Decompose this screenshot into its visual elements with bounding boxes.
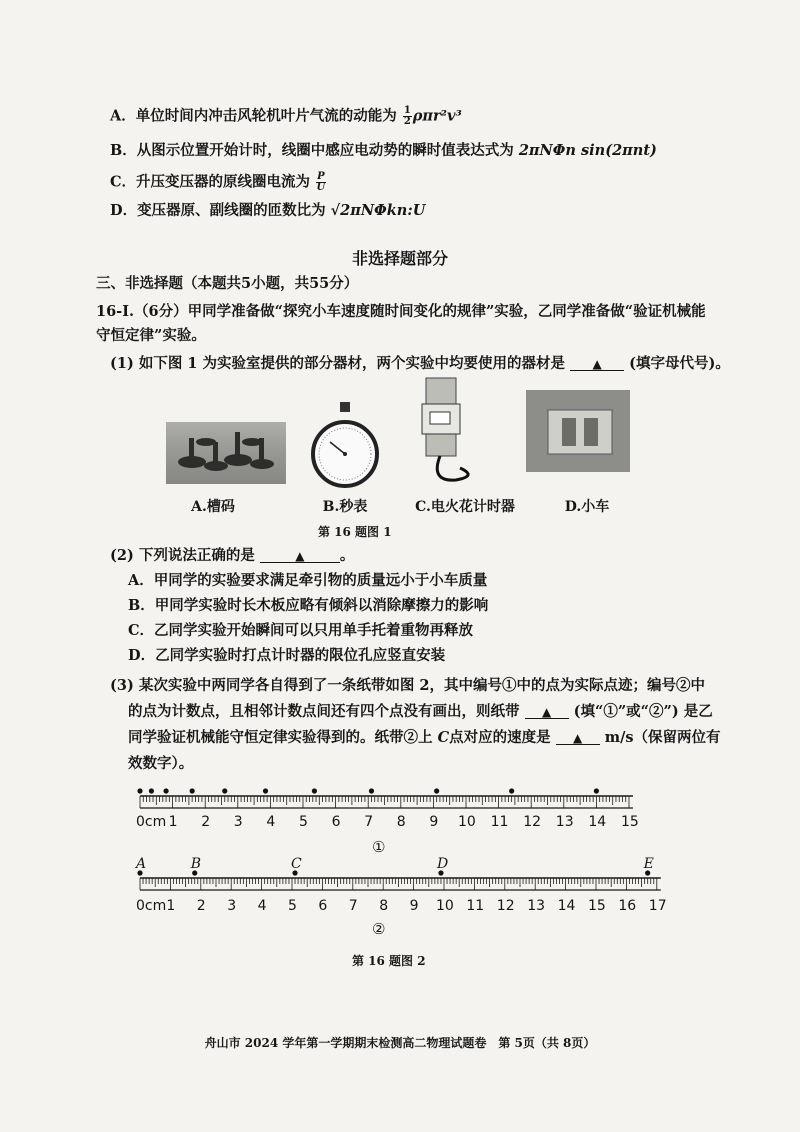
q16-part3-l3-text: 同学验证机械能守恒定律实验得到的。纸带②上: [128, 729, 433, 746]
tape-1-dot: [509, 788, 514, 793]
q16-p2-option-c: C．乙同学实验开始瞬间可以只用单手托着重物再释放: [128, 622, 474, 639]
tape-2-point-label: A: [136, 856, 147, 872]
tape-1-tick-label: 7: [364, 814, 374, 830]
tape-1-ruler: [140, 796, 633, 808]
option-b-expr: 2πNΦn sin(2πnt): [518, 142, 657, 159]
tape-2-tick-label: 2: [196, 898, 206, 914]
tape-1-dot: [312, 788, 317, 793]
tape-1-dot: [163, 788, 168, 793]
frac-den: 2: [403, 116, 411, 127]
option-b: [110, 141, 657, 161]
frac-num: 1: [403, 105, 411, 116]
tape-2-tick-label: 17: [648, 898, 667, 914]
option-c-text: C．升压变压器的原线圈电流为: [110, 173, 311, 191]
tape-1-dot: [137, 788, 142, 793]
apparatus-label-c: C.电火花计时器: [415, 499, 515, 515]
tape-2-tick-label: 12: [496, 898, 515, 914]
option-d: [110, 201, 425, 221]
tape-1-dot: [222, 788, 227, 793]
tape-1-tick-label: 13: [555, 814, 574, 830]
q16-p2-option-b: B．甲同学实验时长木板应略有倾斜以消除摩擦力的影响: [128, 597, 489, 614]
option-a-expr: ρπr²v³: [412, 107, 462, 125]
tape-2-tick-label: 6: [318, 898, 328, 914]
answer-blank-1: [570, 354, 624, 371]
tape-1-tick-label: 6: [331, 814, 341, 830]
tape-2-tick-label: 5: [288, 898, 297, 914]
tape-2-point-label: D: [436, 856, 449, 872]
tape-1-dot: [149, 788, 154, 793]
q16-part3-line3: [128, 728, 721, 748]
tape-1-dot: [434, 788, 439, 793]
option-a-text: A．单位时间内冲击风轮机叶片气流的动能为: [110, 107, 397, 125]
blank-mark: ▲: [592, 357, 602, 371]
tape-1-tick-label: 3: [233, 814, 243, 830]
tape-1-tick-label: 10: [458, 814, 476, 830]
tape-1-tick-label: 8: [396, 814, 406, 830]
apparatus-label-d: D.小车: [564, 499, 610, 515]
blank-mark: ▲: [295, 549, 305, 563]
option-a: [110, 106, 462, 127]
figure-2-caption: 第 16 题图 2: [352, 954, 426, 968]
tape-1-tick-label: 5: [299, 814, 308, 830]
option-b-text: B．从图示位置开始计时，线圈中感应电动势的瞬时值表达式为: [110, 142, 514, 159]
stopwatch-image: [313, 402, 377, 486]
tape-1-dot: [263, 788, 268, 793]
page-footer: 舟山市 2024 学年第一学期期末检测高二物理试题卷 第 5页（共 8页）: [204, 1036, 596, 1050]
blank-mark: ▲: [541, 705, 552, 719]
tape-2-ruler: [140, 878, 661, 890]
figure-2-tapes: [0, 780, 800, 920]
tape-1-dot: [594, 788, 599, 793]
tape-1-dot: [190, 788, 195, 793]
tape-1-tick-label: 4: [266, 814, 276, 830]
q16-intro-line1: 16-I.（6分）甲同学准备做“探究小车速度随时间变化的规律”实验，乙同学准备做“验证机械能: [96, 303, 706, 320]
tape-1-dot: [369, 788, 374, 793]
option-d-expr: √2πNΦkn:U: [330, 202, 426, 219]
tape-1-number: ①: [372, 838, 386, 856]
q16-part3-l3-mid: 点对应的速度是: [449, 729, 551, 746]
frac-num: P: [317, 171, 325, 182]
tape-2-tick-label: 3: [227, 898, 237, 914]
section-heading: 非选择题部分: [351, 249, 448, 268]
tape-2-tick-label: 10: [436, 898, 454, 914]
apparatus-label-b: B.秒表: [322, 499, 368, 515]
cart-image: [526, 390, 630, 472]
q16-intro-line2: 守恒定律”实验。: [96, 327, 206, 344]
q16-part2-text: (2) 下列说法正确的是: [110, 547, 255, 564]
q16-part2: [110, 546, 354, 566]
tape-2-tick-label: 14: [557, 898, 576, 914]
q16-part3-l3-unit: m/s（保留两位有: [604, 729, 721, 746]
tape-2-tick-label: 11: [466, 898, 485, 914]
tape-2-tick-label: 13: [527, 898, 546, 914]
tape-2-tick-label: 0cm: [136, 898, 167, 914]
tape-1-tick-label: 1: [168, 814, 178, 830]
tape-1-tick-label: 12: [523, 814, 542, 830]
q16-part1-tail: (填字母代号)。: [629, 355, 730, 372]
tape-2-tick-label: 8: [379, 898, 389, 914]
hook-weights-image: [166, 422, 286, 484]
tape-1-tick-label: 2: [201, 814, 211, 830]
q16-part3-line4: 效数字）。: [128, 755, 194, 772]
answer-blank-4: [556, 728, 600, 745]
section-title: 三、非选择题（本题共5小题，共55分）: [96, 275, 359, 292]
tape-2-tick-label: 7: [348, 898, 358, 914]
q16-part2-end: 。: [339, 547, 355, 564]
frac-den: U: [316, 182, 326, 193]
option-d-text: D．变压器原、副线圈的匝数比为: [110, 202, 326, 219]
answer-blank-2: [260, 546, 340, 563]
figure-1-caption: 第 16 题图 1: [318, 525, 392, 539]
tape-1-tick-label: 0cm: [136, 814, 167, 830]
q16-part3-line1: (3) 某次实验中两同学各自得到了一条纸带如图 2，其中编号①中的点为实际点迹；编号②中: [110, 677, 705, 694]
q16-p2-option-a: A．甲同学的实验要求满足牵引物的质量远小于小车质量: [128, 572, 488, 589]
tape-2-tick-label: 1: [166, 898, 176, 914]
answer-blank-3: [525, 702, 569, 719]
point-c-ref: C: [437, 729, 450, 746]
q16-p2-option-d: D．乙同学实验时打点计时器的限位孔应竖直安装: [128, 647, 446, 664]
fraction-p-u: [316, 172, 326, 193]
q16-part3-line2: [128, 702, 713, 722]
tape-2-point-label: B: [190, 856, 202, 872]
spark-timer-image: [422, 378, 468, 480]
apparatus-label-a: A.槽码: [191, 499, 235, 515]
tape-1-tick-label: 15: [621, 814, 639, 830]
tape-2-tick-label: 15: [588, 898, 606, 914]
q16-part1: [110, 354, 730, 374]
tape-1-tick-label: 9: [429, 814, 439, 830]
q16-part3-l2-text: 的点为计数点，且相邻计数点间还有四个点没有画出，则纸带: [128, 703, 520, 720]
q16-part1-text: (1) 如下图 1 为实验室提供的部分器材，两个实验中均要使用的器材是: [110, 355, 566, 372]
tape-2-number: ②: [372, 920, 386, 938]
option-c: [110, 172, 327, 193]
tape-1-tick-label: 11: [490, 814, 509, 830]
fraction-half: [403, 106, 412, 127]
figure-1-apparatus: [160, 372, 640, 492]
tape-2-point-label: E: [643, 856, 654, 872]
blank-mark: ▲: [573, 731, 583, 745]
tape-1-tick-label: 14: [588, 814, 607, 830]
tape-2-tick-label: 16: [618, 898, 637, 914]
tape-2-tick-label: 4: [257, 898, 267, 914]
q16-part3-l2-tail: (填“①”或“②”) 是乙: [573, 703, 713, 720]
tape-2-tick-label: 9: [409, 898, 419, 914]
tape-2-point-label: C: [291, 856, 302, 872]
